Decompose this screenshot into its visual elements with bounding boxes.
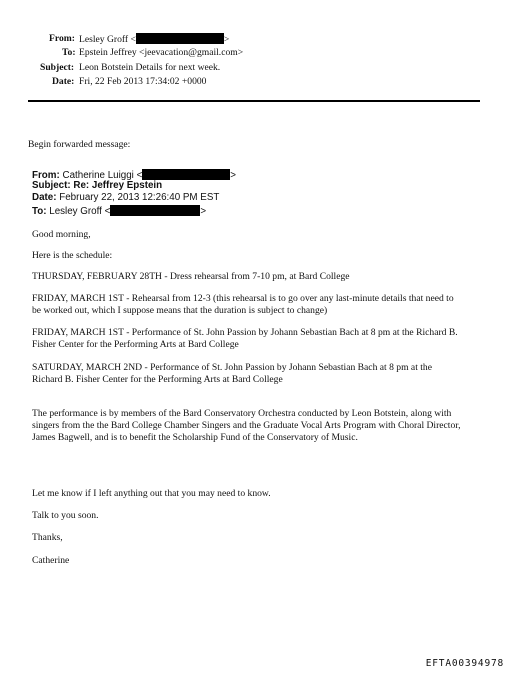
schedule-item-2 bbox=[32, 293, 482, 317]
outer-subject-label: Subject: bbox=[40, 62, 75, 73]
let-me-know-line: Let me know if I left anything out that you may need to know. bbox=[32, 488, 271, 499]
outer-date-value: Fri, 22 Feb 2013 17:34:02 +0000 bbox=[79, 76, 207, 87]
schedule-item-3-line-1: FRIDAY, MARCH 1ST - Performance of St. John Passion by Johann Sebastian Bach at 8 pm at the Richard B. bbox=[32, 327, 458, 338]
forwarded-date-label: Date: bbox=[32, 192, 57, 203]
schedule-item-3-line-2: Fisher Center for the Performing Arts at Bard College bbox=[32, 338, 239, 350]
forwarded-subject-label: Subject: bbox=[32, 180, 71, 191]
outer-from-value bbox=[79, 33, 229, 46]
forwarded-date-value: February 22, 2013 12:26:40 PM EST bbox=[59, 192, 220, 203]
begin-forwarded-message: Begin forwarded message: bbox=[28, 139, 131, 150]
document-id-stamp: EFTA00394978 bbox=[425, 658, 504, 669]
performance-line-1: The performance is by members of the Bard Conservatory Orchestra conducted by Leon Botstein, along with bbox=[32, 408, 452, 419]
redaction-box bbox=[142, 169, 230, 180]
forwarded-from-label: From: bbox=[32, 170, 60, 181]
outer-to-value: Epstein Jeffrey <jeevacation@gmail.com> bbox=[79, 47, 244, 58]
schedule-item-4-line-2: Richard B. Fisher Center for the Performing Arts at Bard College bbox=[32, 373, 283, 385]
forwarded-to-tail: > bbox=[200, 206, 207, 217]
redaction-box bbox=[136, 33, 224, 44]
forwarded-to-value: Lesley Groff < bbox=[49, 206, 111, 217]
schedule-intro: Here is the schedule: bbox=[32, 250, 113, 261]
forwarded-date-row bbox=[32, 193, 219, 204]
outer-from-text: Lesley Groff < bbox=[79, 34, 136, 45]
greeting: Good morning, bbox=[32, 229, 91, 240]
redaction-box bbox=[110, 205, 200, 216]
schedule-item-4-line-1: SATURDAY, MARCH 2ND - Performance of St. John Passion by Johann Sebastian Bach at 8 pm at the bbox=[32, 362, 432, 373]
schedule-item-4 bbox=[32, 362, 482, 386]
schedule-item-2-line-2: be worked out, which I suppose means that the duration is subject to change) bbox=[32, 304, 328, 316]
signature: Catherine bbox=[32, 555, 70, 566]
outer-from-label: From: bbox=[49, 33, 75, 44]
outer-to-label: To: bbox=[62, 47, 76, 58]
performance-paragraph bbox=[32, 408, 482, 444]
schedule-item-3 bbox=[32, 327, 482, 351]
talk-soon-line: Talk to you soon. bbox=[32, 510, 99, 521]
performance-line-2: singers from the the Bard College Chamber Singers and the Graduate Vocal Arts Program with Choral Director, bbox=[32, 419, 461, 431]
schedule-item-1: THURSDAY, FEBRUARY 28TH - Dress rehearsal from 7-10 pm, at Bard College bbox=[32, 271, 350, 282]
thanks-line: Thanks, bbox=[32, 532, 63, 543]
forwarded-to-row bbox=[32, 205, 206, 218]
forwarded-from-tail: > bbox=[230, 170, 237, 181]
outer-from-tail: > bbox=[223, 34, 230, 45]
header-divider bbox=[28, 100, 480, 102]
forwarded-from-value: Catherine Luiggi < bbox=[62, 170, 143, 181]
outer-subject-value: Leon Botstein Details for next week. bbox=[79, 62, 221, 73]
performance-line-3: James Bagwell, and is to benefit the Scholarship Fund of the Conservatory of Music. bbox=[32, 431, 358, 443]
schedule-item-2-line-1: FRIDAY, MARCH 1ST - Rehearsal from 12-3 (this rehearsal is to go over any last-minute details that need to bbox=[32, 293, 454, 304]
outer-date-label: Date: bbox=[52, 76, 75, 87]
forwarded-subject-row bbox=[32, 181, 162, 192]
forwarded-subject-value: Re: Jeffrey Epstein bbox=[73, 180, 163, 191]
forwarded-to-label: To: bbox=[32, 206, 47, 217]
